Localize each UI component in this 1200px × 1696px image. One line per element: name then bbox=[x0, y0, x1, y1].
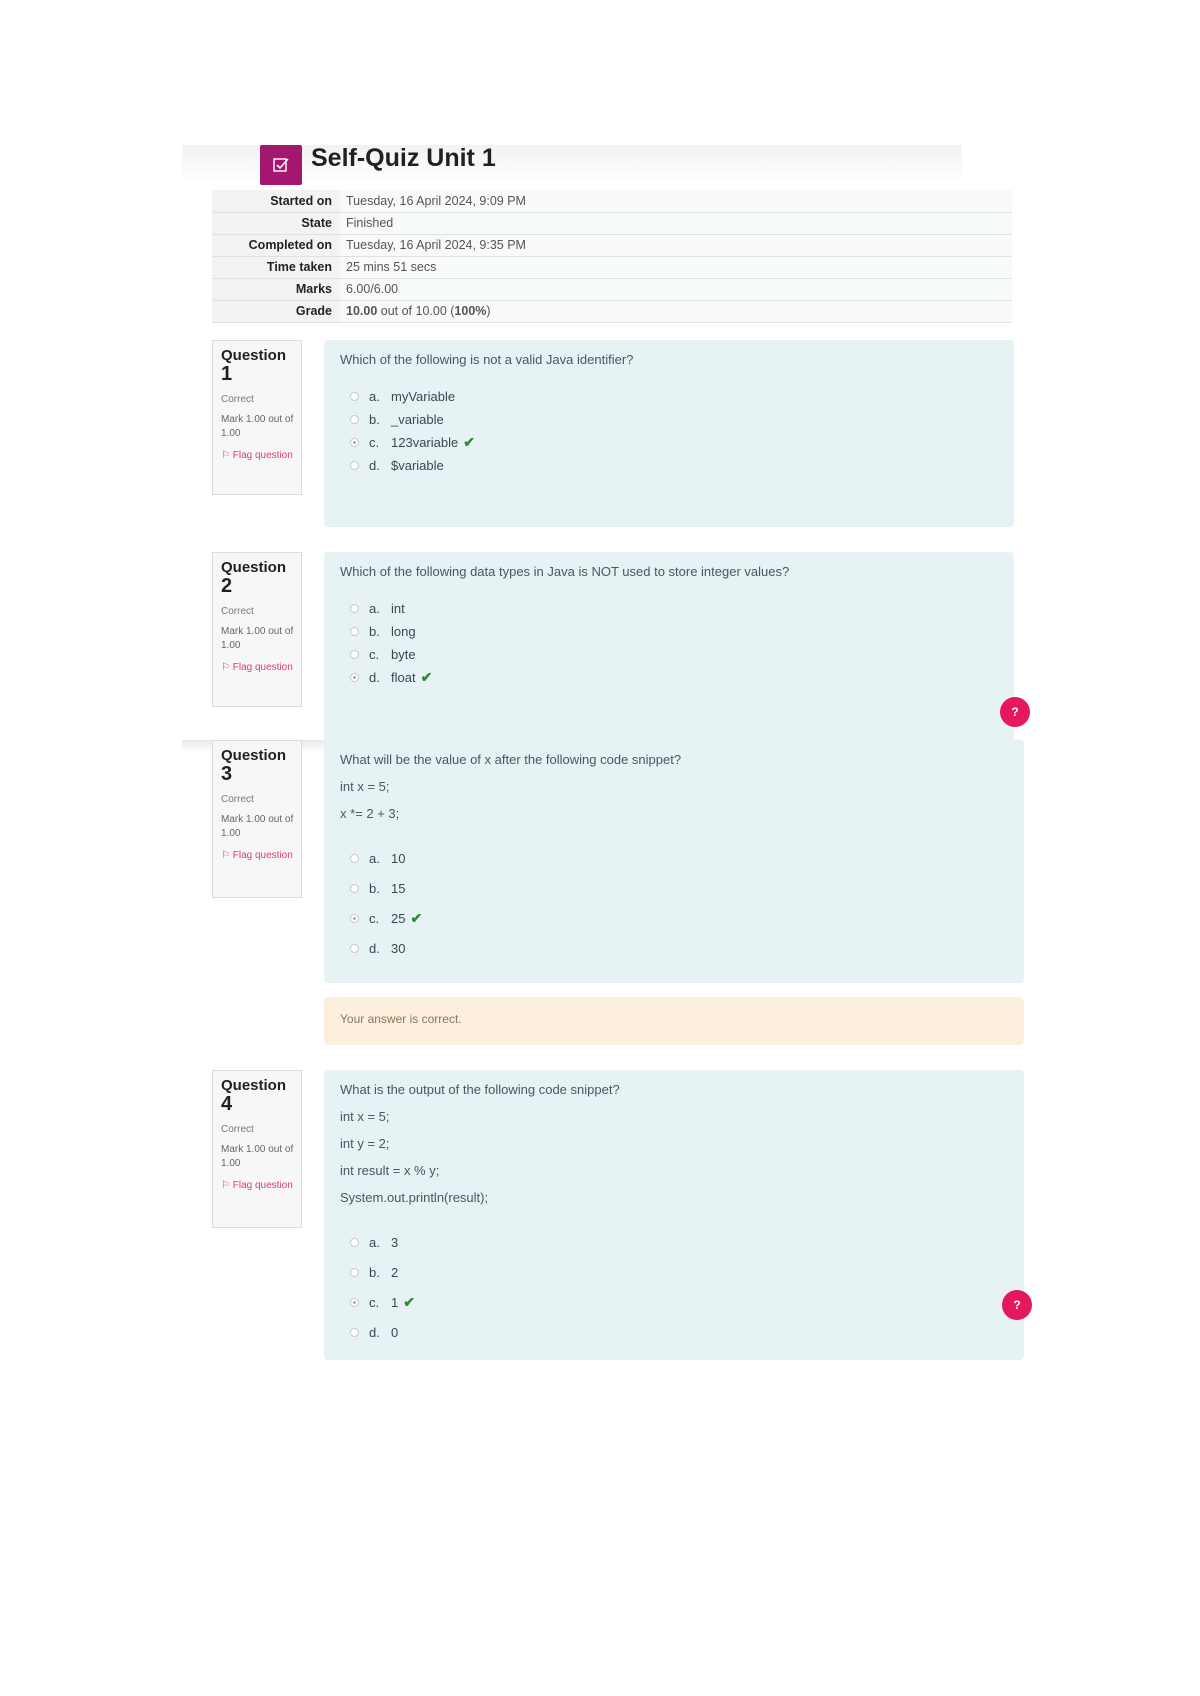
summary-row-time-taken bbox=[212, 256, 1012, 278]
summary-value: 6.00/6.00 bbox=[340, 278, 1012, 300]
answer-text: 25 bbox=[391, 910, 406, 926]
answer-list bbox=[340, 597, 998, 689]
code-line: int x = 5; bbox=[340, 779, 390, 794]
answer-text: long bbox=[391, 624, 416, 639]
flag-question-link[interactable] bbox=[221, 849, 301, 863]
correct-check-icon: ✔ bbox=[420, 669, 433, 685]
flag-question-text: Flag question bbox=[232, 662, 293, 673]
answer-option[interactable] bbox=[340, 933, 1008, 963]
question-number: 1 bbox=[221, 363, 233, 385]
code-line: int x = 5; bbox=[340, 1109, 390, 1124]
summary-value: Finished bbox=[340, 212, 1012, 234]
question-content bbox=[324, 552, 1014, 742]
flag-question-link[interactable] bbox=[221, 1179, 301, 1193]
grade-score: 10.00 bbox=[346, 304, 378, 318]
answer-option[interactable] bbox=[340, 1317, 1008, 1347]
code-line: System.out.println(result); bbox=[340, 1190, 489, 1205]
answer-letter: a. bbox=[369, 601, 380, 616]
flag-question-link[interactable] bbox=[221, 449, 301, 463]
answer-option[interactable] bbox=[340, 431, 998, 454]
question-mark: Mark 1.00 out of 1.00 bbox=[221, 414, 294, 439]
answer-letter: b. bbox=[369, 624, 380, 639]
summary-row-marks bbox=[212, 278, 1012, 300]
answer-letter: a. bbox=[369, 850, 380, 866]
radio-button[interactable] bbox=[350, 944, 359, 953]
code-line: x *= 2 + 3; bbox=[340, 806, 400, 821]
answer-letter: d. bbox=[369, 670, 380, 685]
question-mark: Mark 1.00 out of 1.00 bbox=[221, 814, 294, 839]
answer-text: $variable bbox=[391, 458, 444, 473]
answer-text: _variable bbox=[391, 412, 444, 427]
summary-row-grade bbox=[212, 300, 1012, 322]
summary-label: Completed on bbox=[212, 234, 340, 256]
flag-question-text: Flag question bbox=[232, 1180, 293, 1191]
answer-list bbox=[340, 1227, 1008, 1347]
answer-list bbox=[340, 385, 998, 477]
question-state: Correct bbox=[221, 606, 254, 617]
answer-letter: c. bbox=[369, 910, 380, 926]
radio-button[interactable] bbox=[350, 914, 359, 923]
answer-letter: c. bbox=[369, 1294, 380, 1310]
flag-icon: ⚐ bbox=[221, 1180, 233, 1191]
question-number: 4 bbox=[221, 1093, 233, 1115]
question-content bbox=[324, 740, 1024, 983]
radio-button[interactable] bbox=[350, 1268, 359, 1277]
question-text: Which of the following is not a valid Java identifier? bbox=[340, 352, 634, 367]
question-info bbox=[212, 552, 302, 707]
answer-option[interactable] bbox=[340, 620, 998, 643]
flag-icon: ⚐ bbox=[221, 450, 233, 461]
question-state: Correct bbox=[221, 394, 254, 405]
answer-letter: d. bbox=[369, 940, 380, 956]
answer-option[interactable] bbox=[340, 1257, 1008, 1287]
answer-letter: d. bbox=[369, 458, 380, 473]
answer-option[interactable] bbox=[340, 1227, 1008, 1257]
flag-question-link[interactable] bbox=[221, 661, 301, 675]
radio-button[interactable] bbox=[350, 392, 359, 401]
summary-row-state bbox=[212, 212, 1012, 234]
summary-value: 25 mins 51 secs bbox=[340, 256, 1012, 278]
answer-option[interactable] bbox=[340, 873, 1008, 903]
radio-button[interactable] bbox=[350, 650, 359, 659]
flag-question-text: Flag question bbox=[232, 850, 293, 861]
radio-button[interactable] bbox=[350, 1298, 359, 1307]
attempt-summary-table bbox=[212, 190, 1012, 323]
summary-value: Tuesday, 16 April 2024, 9:09 PM bbox=[340, 190, 1012, 212]
answer-feedback: Your answer is correct. bbox=[324, 997, 1024, 1045]
help-button[interactable]: ? bbox=[1002, 1290, 1032, 1320]
radio-button[interactable] bbox=[350, 415, 359, 424]
flag-icon: ⚐ bbox=[221, 850, 233, 861]
radio-button[interactable] bbox=[350, 1238, 359, 1247]
grade-percent: 100% bbox=[454, 304, 487, 318]
answer-text: myVariable bbox=[391, 389, 456, 404]
answer-option[interactable] bbox=[340, 666, 998, 689]
answer-option[interactable] bbox=[340, 454, 998, 477]
question-state: Correct bbox=[221, 794, 254, 805]
quiz-icon bbox=[260, 145, 302, 185]
answer-option[interactable] bbox=[340, 643, 998, 666]
flag-question-text: Flag question bbox=[232, 450, 293, 461]
summary-label: Marks bbox=[212, 278, 340, 300]
answer-option[interactable] bbox=[340, 385, 998, 408]
question-text: What is the output of the following code snippet? bbox=[340, 1082, 620, 1097]
question-text: What will be the value of x after the following code snippet? bbox=[340, 752, 682, 767]
grade-out-of: out of 10.00 ( bbox=[377, 304, 455, 318]
question-label: Question bbox=[221, 347, 287, 364]
answer-text: 2 bbox=[391, 1264, 399, 1280]
summary-value: Tuesday, 16 April 2024, 9:35 PM bbox=[340, 234, 1012, 256]
answer-list bbox=[340, 843, 1008, 963]
summary-label: Started on bbox=[212, 190, 340, 212]
answer-text: 15 bbox=[391, 880, 406, 896]
summary-label: Time taken bbox=[212, 256, 340, 278]
answer-letter: c. bbox=[369, 435, 380, 450]
radio-button[interactable] bbox=[350, 1328, 359, 1337]
answer-text: byte bbox=[391, 647, 416, 662]
correct-check-icon: ✔ bbox=[403, 1293, 415, 1310]
radio-button[interactable] bbox=[350, 884, 359, 893]
question-info bbox=[212, 340, 302, 495]
answer-text: int bbox=[391, 601, 405, 616]
answer-option[interactable] bbox=[340, 1287, 1008, 1317]
question-info bbox=[212, 740, 302, 898]
grade-close: ) bbox=[486, 304, 491, 318]
answer-option[interactable] bbox=[340, 903, 1008, 933]
answer-letter: a. bbox=[369, 1234, 380, 1250]
radio-button[interactable] bbox=[350, 854, 359, 863]
help-button[interactable]: ? bbox=[1000, 697, 1030, 727]
radio-button[interactable] bbox=[350, 604, 359, 613]
code-line: int result = x % y; bbox=[340, 1163, 440, 1178]
summary-label: Grade bbox=[212, 300, 340, 322]
question-label: Question bbox=[221, 1077, 287, 1094]
summary-row-completed bbox=[212, 234, 1012, 256]
radio-button[interactable] bbox=[350, 627, 359, 636]
answer-text: 3 bbox=[391, 1234, 399, 1250]
answer-option[interactable] bbox=[340, 597, 998, 620]
code-line: int y = 2; bbox=[340, 1136, 390, 1151]
page-title: Self-Quiz Unit 1 bbox=[311, 144, 496, 172]
answer-option[interactable] bbox=[340, 408, 998, 431]
answer-letter: b. bbox=[369, 1264, 380, 1280]
question-content bbox=[324, 1070, 1024, 1360]
answer-option[interactable] bbox=[340, 843, 1008, 873]
answer-letter: b. bbox=[369, 880, 380, 896]
radio-button[interactable] bbox=[350, 461, 359, 470]
answer-letter: d. bbox=[369, 1324, 380, 1340]
summary-row-started bbox=[212, 190, 1012, 212]
question-number: 2 bbox=[221, 575, 233, 597]
answer-text: 1 bbox=[391, 1294, 399, 1310]
answer-text: float bbox=[391, 670, 416, 685]
answer-text: 123variable bbox=[391, 435, 459, 450]
summary-value bbox=[340, 300, 1012, 322]
question-mark: Mark 1.00 out of 1.00 bbox=[221, 626, 294, 651]
answer-letter: a. bbox=[369, 389, 380, 404]
answer-text: 10 bbox=[391, 850, 406, 866]
summary-label: State bbox=[212, 212, 340, 234]
question-content bbox=[324, 340, 1014, 527]
answer-letter: c. bbox=[369, 647, 380, 662]
question-label: Question bbox=[221, 559, 287, 576]
correct-check-icon: ✔ bbox=[410, 909, 423, 926]
answer-text: 30 bbox=[391, 940, 406, 956]
radio-button[interactable] bbox=[350, 438, 359, 447]
question-mark: Mark 1.00 out of 1.00 bbox=[221, 1144, 294, 1169]
flag-icon: ⚐ bbox=[221, 662, 233, 673]
question-number: 3 bbox=[221, 763, 233, 785]
correct-check-icon: ✔ bbox=[463, 434, 475, 450]
question-state: Correct bbox=[221, 1124, 254, 1135]
answer-text: 0 bbox=[391, 1324, 399, 1340]
answer-letter: b. bbox=[369, 412, 380, 427]
radio-button[interactable] bbox=[350, 673, 359, 682]
question-text: Which of the following data types in Java is NOT used to store integer values? bbox=[340, 564, 790, 579]
question-label: Question bbox=[221, 747, 287, 764]
question-info bbox=[212, 1070, 302, 1228]
